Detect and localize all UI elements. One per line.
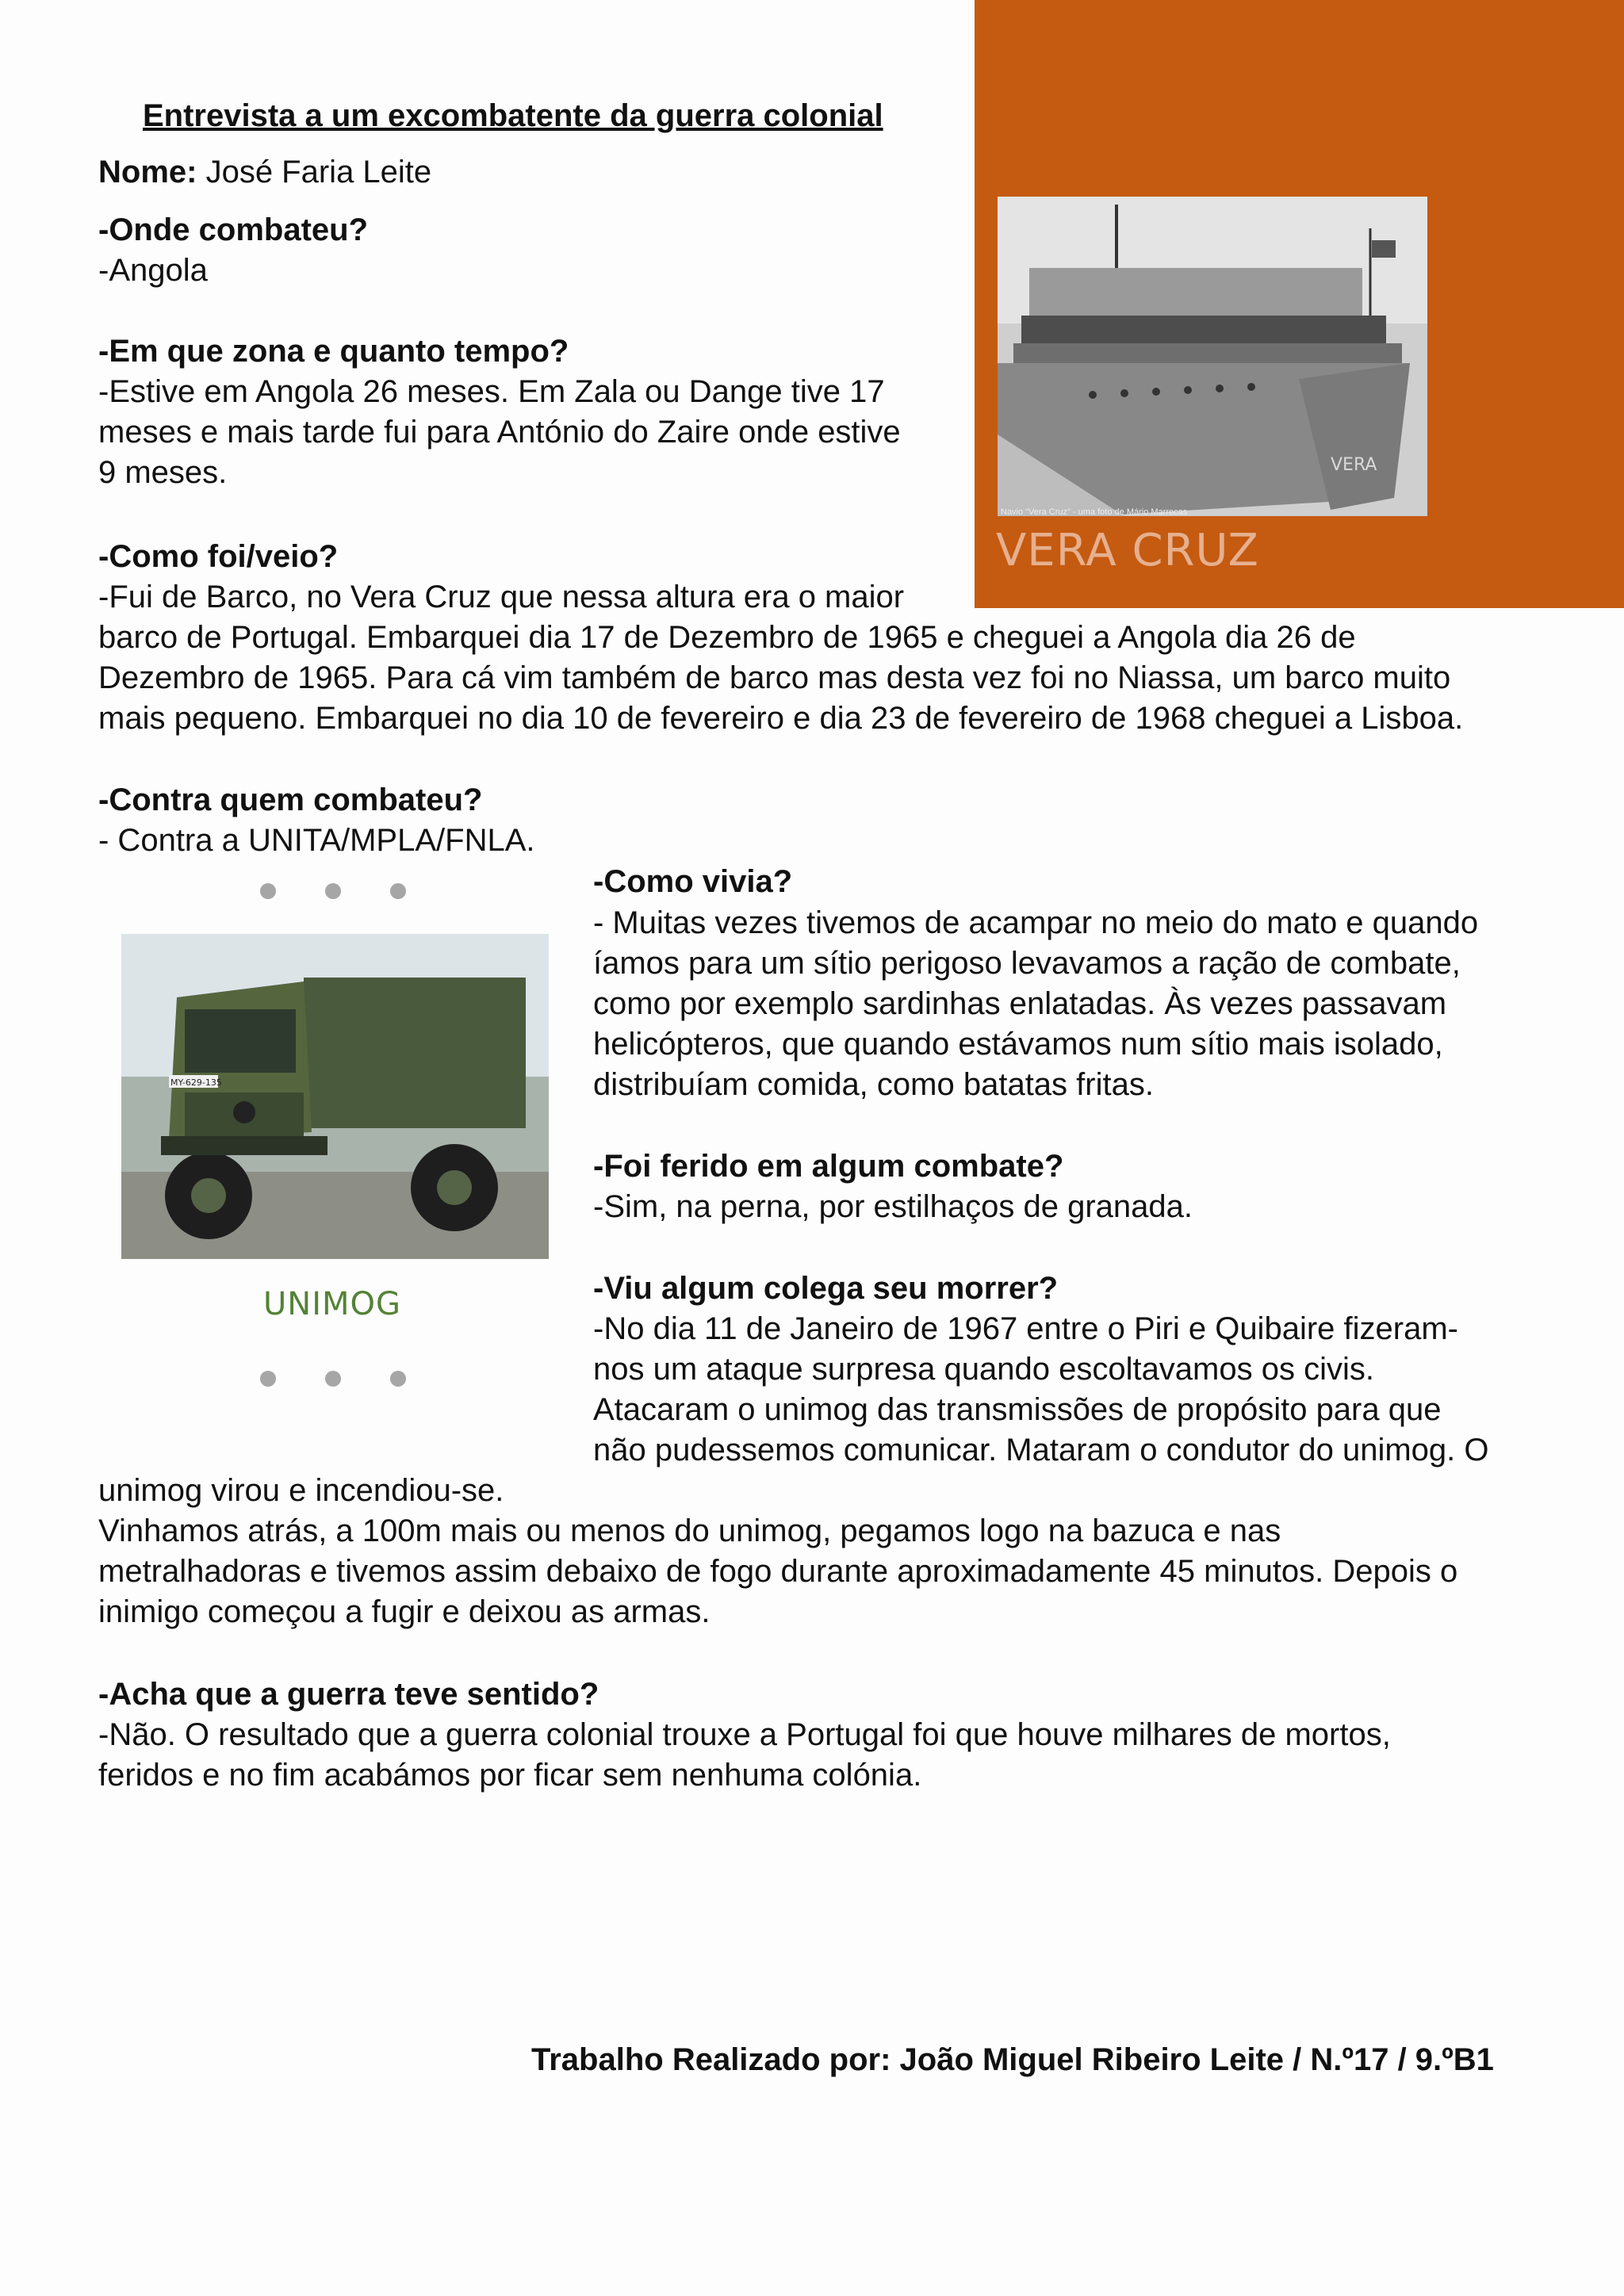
answer-how-lived	[593, 903, 1478, 1105]
truck-label: UNIMOG	[263, 1286, 401, 1322]
answer-line: distribuíam comida, como batatas fritas.	[593, 1067, 1154, 1102]
answer-how-travel	[98, 577, 1463, 739]
author-credit: Trabalho Realizado por: João Miguel Ribeiro Leite / N.º17 / 9.ºB1	[531, 2042, 1494, 2077]
question-wounded: -Foi ferido em algum combate?	[593, 1149, 1064, 1184]
answer-line: -Fui de Barco, no Vera Cruz que nessa altura era o maior	[98, 580, 905, 614]
name-label: Nome:	[98, 155, 197, 189]
question-saw-die: -Viu algum colega seu morrer?	[593, 1271, 1059, 1306]
ship-hull-name: VERA	[1331, 455, 1377, 475]
answer-war-sense	[98, 1715, 1391, 1796]
ship-photo-credit: Navio "Vera Cruz" - uma foto de Mário Marrecas	[1001, 507, 1188, 517]
answer-line: - Muitas vezes tivemos de acampar no meio do mato e quando	[593, 905, 1479, 940]
answer-line: barco de Portugal. Embarquei dia 17 de Dezembro de 1965 e cheguei a Angola dia 26 de	[98, 620, 1356, 655]
question-war-sense: -Acha que a guerra teve sentido?	[98, 1677, 599, 1712]
answer-line: inimigo começou a fugir e deixou as armas.	[98, 1594, 710, 1629]
answer-line: nos um ataque surpresa quando escoltavamos os civis.	[593, 1352, 1374, 1387]
answer-line: meses e mais tarde fui para António do Zaire onde estive	[98, 415, 901, 450]
answer-line: mais pequeno. Embarquei no dia 10 de fevereiro e dia 23 de fevereiro de 1968 cheguei a Lisboa.	[98, 701, 1464, 736]
answer-line: -Estive em Angola 26 meses. Em Zala ou Dange tive 17	[98, 374, 885, 409]
answer-saw-die-full	[98, 1471, 1457, 1632]
answer-line: íamos para um sítio perigoso levavamos a ração de combate,	[593, 946, 1461, 981]
answer-line: -Não. O resultado que a guerra colonial trouxe a Portugal foi que houve milhares de mortos,	[98, 1717, 1391, 1752]
question-how-lived: -Como vivia?	[593, 864, 793, 899]
name-line	[98, 152, 431, 193]
answer-line: metralhadoras e tivemos assim debaixo de fogo durante aproximadamente 45 minutos. Depois o	[98, 1554, 1458, 1589]
ship-label: VERA CRUZ	[996, 525, 1259, 576]
dot-decoration	[325, 1371, 341, 1387]
dot-decoration	[260, 883, 276, 899]
answer-line: -No dia 11 de Janeiro de 1967 entre o Piri e Quibaire fizeram-	[593, 1311, 1458, 1346]
question-zone-time: -Em que zona e quanto tempo?	[98, 334, 569, 369]
answer-line: Dezembro de 1965. Para cá vim também de barco mas desta vez foi no Niassa, um barco muito	[98, 660, 1451, 695]
answer-line: Atacaram o unimog das transmissões de propósito para que	[593, 1392, 1442, 1427]
question-how-travel: -Como foi/veio?	[98, 539, 339, 574]
answer-line: Vinhamos atrás, a 100m mais ou menos do unimog, pegamos logo na bazuca e nas	[98, 1513, 1281, 1548]
answer-line: 9 meses.	[98, 455, 228, 490]
answer-against-whom: - Contra a UNITA/MPLA/FNLA.	[98, 823, 535, 858]
dot-decoration	[325, 883, 341, 899]
question-against-whom: -Contra quem combateu?	[98, 783, 483, 817]
answer-line: não pudessemos comunicar. Mataram o condutor do unimog. O	[593, 1433, 1489, 1468]
question-where: -Onde combateu?	[98, 212, 369, 247]
dot-decoration	[260, 1371, 276, 1387]
name-value: José Faria Leite	[205, 155, 432, 189]
answer-line: feridos e no fim acabámos por ficar sem nenhuma colónia.	[98, 1758, 922, 1793]
page-title: Entrevista a um excombatente da guerra colonial	[143, 98, 883, 133]
answer-line: unimog virou e incendiou-se.	[98, 1473, 504, 1508]
answer-saw-die-right	[593, 1309, 1489, 1471]
answer-wounded: -Sim, na perna, por estilhaços de granada.	[593, 1189, 1193, 1224]
answer-line: helicópteros, que quando estávamos num sítio mais isolado,	[593, 1027, 1443, 1062]
unimog-truck-photo	[121, 934, 549, 1259]
dot-decoration	[390, 883, 406, 899]
dot-decoration	[390, 1371, 406, 1387]
truck-plate: MY-629-135	[170, 1077, 222, 1088]
answer-zone-time	[98, 372, 901, 493]
answer-where: -Angola	[98, 253, 208, 288]
vera-cruz-ship-photo	[998, 197, 1427, 516]
answer-line: como por exemplo sardinhas enlatadas. Às vezes passavam	[593, 986, 1447, 1021]
